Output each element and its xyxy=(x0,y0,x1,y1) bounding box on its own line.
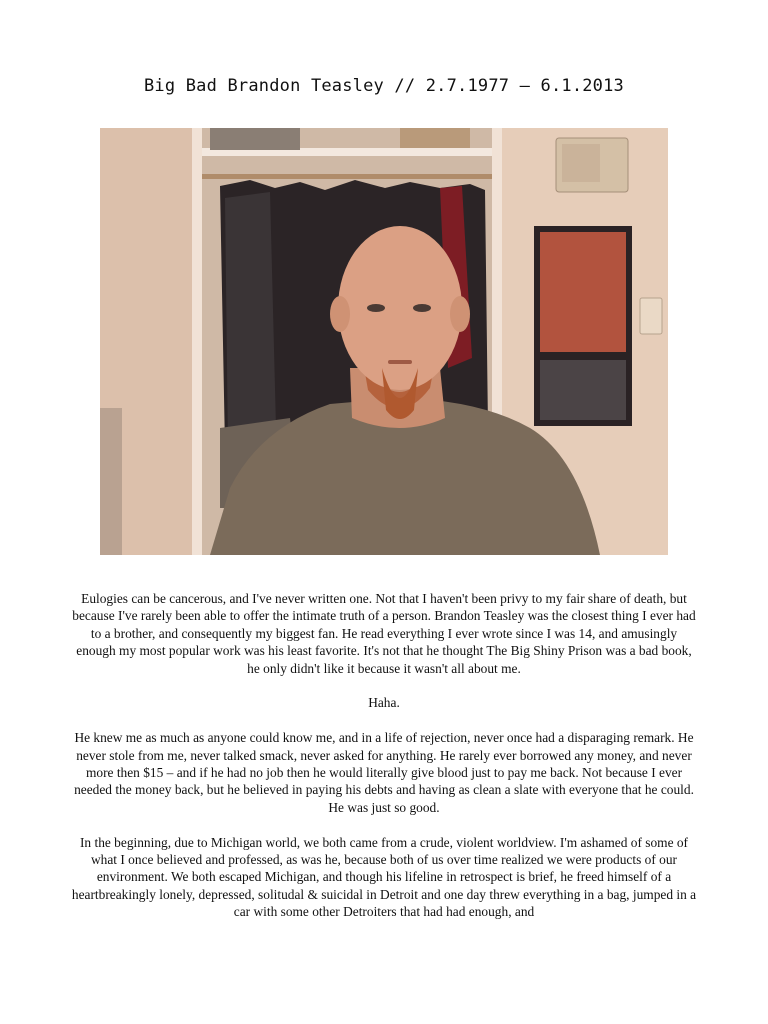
paragraph-4: In the beginning, due to Michigan world, we both came from a crude, violent worldview. I'm ashamed of some of what I once believed and professed, as was he, because both of us over time realized we were products of our environment. We both escaped Michigan, and though his lifeline in retrospect is brief, he freed himself of a heartbreakingly lonely, depressed, solitudal & suicidal in Detroit and one day threw everything in a bag, jumped in a car with some other Detroiters that had had enough, and xyxy=(71,834,697,920)
light-switch xyxy=(640,298,662,334)
eulogy-text xyxy=(70,590,698,921)
paragraph-1: Eulogies can be cancerous, and I've never written one. Not that I haven't been privy to my fair share of death, but because I've rarely been able to offer the intimate truth of a person. Brandon Teasley was the closest thing I ever had to a brother, and consequently my biggest fan. He read everything I ever wrote since I was 14, and amusingly enough my most popular work was his least favorite. It's not that he thought The Big Shiny Prison was a bad book, he only didn't like it because it wasn't all about me. xyxy=(72,591,696,676)
calendar-art xyxy=(540,232,626,352)
portrait-illustration xyxy=(100,128,668,555)
person-ear-left xyxy=(330,296,350,332)
dark-coat xyxy=(225,192,276,448)
closet-frame-left xyxy=(192,128,202,555)
left-wall-shadow xyxy=(100,408,122,555)
paragraph-3: He knew me as much as anyone could know me, and in a life of rejection, never once had a disparaging remark. He never stole from me, never talked smack, never asked for anything. He rarely ever borrowed any money, and never more then $15 – and if he had no job then he would literally give blood just to pay me back. Not because I ever needed the money back, but he believed in paying his debts and having as clean a slate with everyone that he could. He was just so good. xyxy=(74,730,694,815)
portrait-photo xyxy=(100,128,668,555)
page-title: Big Bad Brandon Teasley // 2.7.1977 – 6.1.2013 xyxy=(143,76,624,96)
person-eye-right xyxy=(413,304,431,312)
person-head xyxy=(338,226,462,390)
paragraph-2: Haha. xyxy=(368,695,400,711)
shelf-items xyxy=(210,128,300,150)
calendar-grid xyxy=(540,360,626,420)
person-mouth xyxy=(388,360,412,364)
intercom-speaker xyxy=(562,144,600,182)
closet-rod xyxy=(202,174,492,179)
shelf-box xyxy=(400,128,470,148)
person-eye-left xyxy=(367,304,385,312)
person-ear-right xyxy=(450,296,470,332)
